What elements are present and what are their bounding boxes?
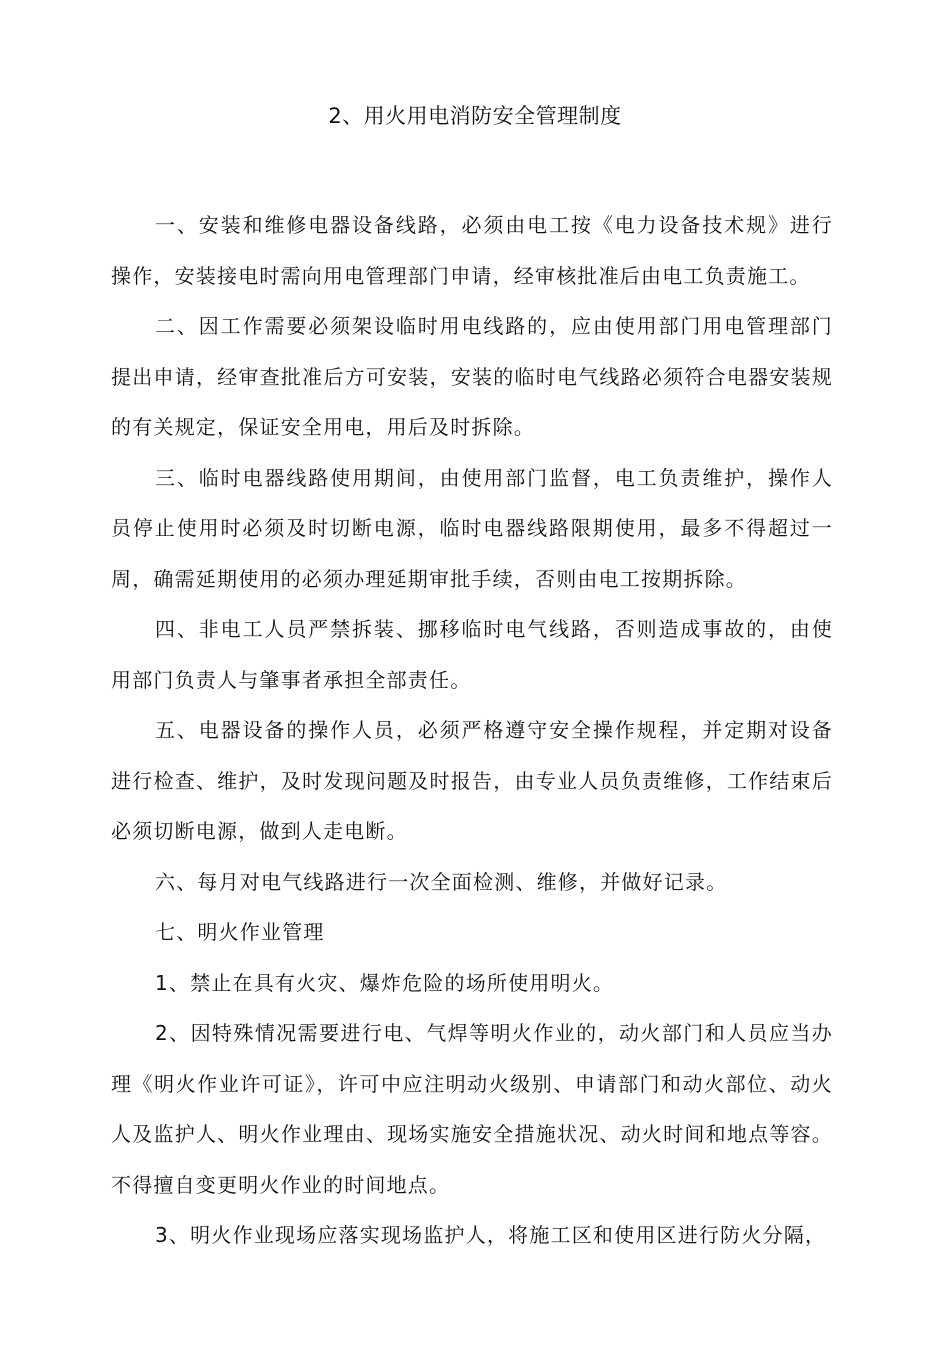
paragraph-2: 二、因工作需要必须架设临时用电线路的，应由使用部门用电管理部门提出申请，经审查批准后方可安装，安装的临时电气线路必须符合电器安装规的有关规定，保证安全用电，用后及时拆除。 bbox=[111, 314, 833, 439]
open-flame-item-1: 1、禁止在具有火灾、爆炸危险的场所使用明火。 bbox=[155, 970, 615, 995]
paragraph-3: 三、临时电器线路使用期间，由使用部门监督，电工负责维护，操作人员停止使用时必须及时切断电源，临时电器线路限期使用，最多不得超过一周，确需延期使用的必须办理延期审批手续，否则由电工按期拆除。 bbox=[111, 465, 833, 591]
paragraph-6: 六、每月对电气线路进行一次全面检测、维修，并做好记录。 bbox=[155, 869, 728, 894]
paragraph-4: 四、非电工人员严禁拆装、挪移临时电气线路，否则造成事故的，由使用部门负责人与肇事者承担全部责任。 bbox=[111, 617, 833, 692]
section-heading-open-flame: 七、明火作业管理 bbox=[155, 920, 325, 944]
open-flame-item-3: 3、明火作业现场应落实现场监护人，将施工区和使用区进行防火分隔， bbox=[155, 1223, 827, 1247]
open-flame-item-2: 2、因特殊情况需要进行电、气焊等明火作业的，动火部门和人员应当办理《明火作业许可证》，许可中应注明动火级别、申请部门和动火部位、动火人及监护人、明火作业理由、现场实施安全措施状况、动火时间和地点等容。不得擅自变更明火作业的时间地点。 bbox=[111, 1021, 833, 1197]
document-body bbox=[111, 200, 833, 1261]
paragraph-1: 一、安装和维修电器设备线路，必须由电工按《电力设备技术规》进行操作，安装接电时需向用电管理部门申请，经审核批准后由电工负责施工。 bbox=[111, 213, 833, 288]
paragraph-5: 五、电器设备的操作人员，必须严格遵守安全操作规程，并定期对设备进行检查、维护，及时发现问题及时报告，由专业人员负责维修，工作结束后必须切断电源，做到人走电断。 bbox=[111, 718, 833, 843]
document-title: 2、用火用电消防安全管理制度 bbox=[328, 104, 622, 128]
